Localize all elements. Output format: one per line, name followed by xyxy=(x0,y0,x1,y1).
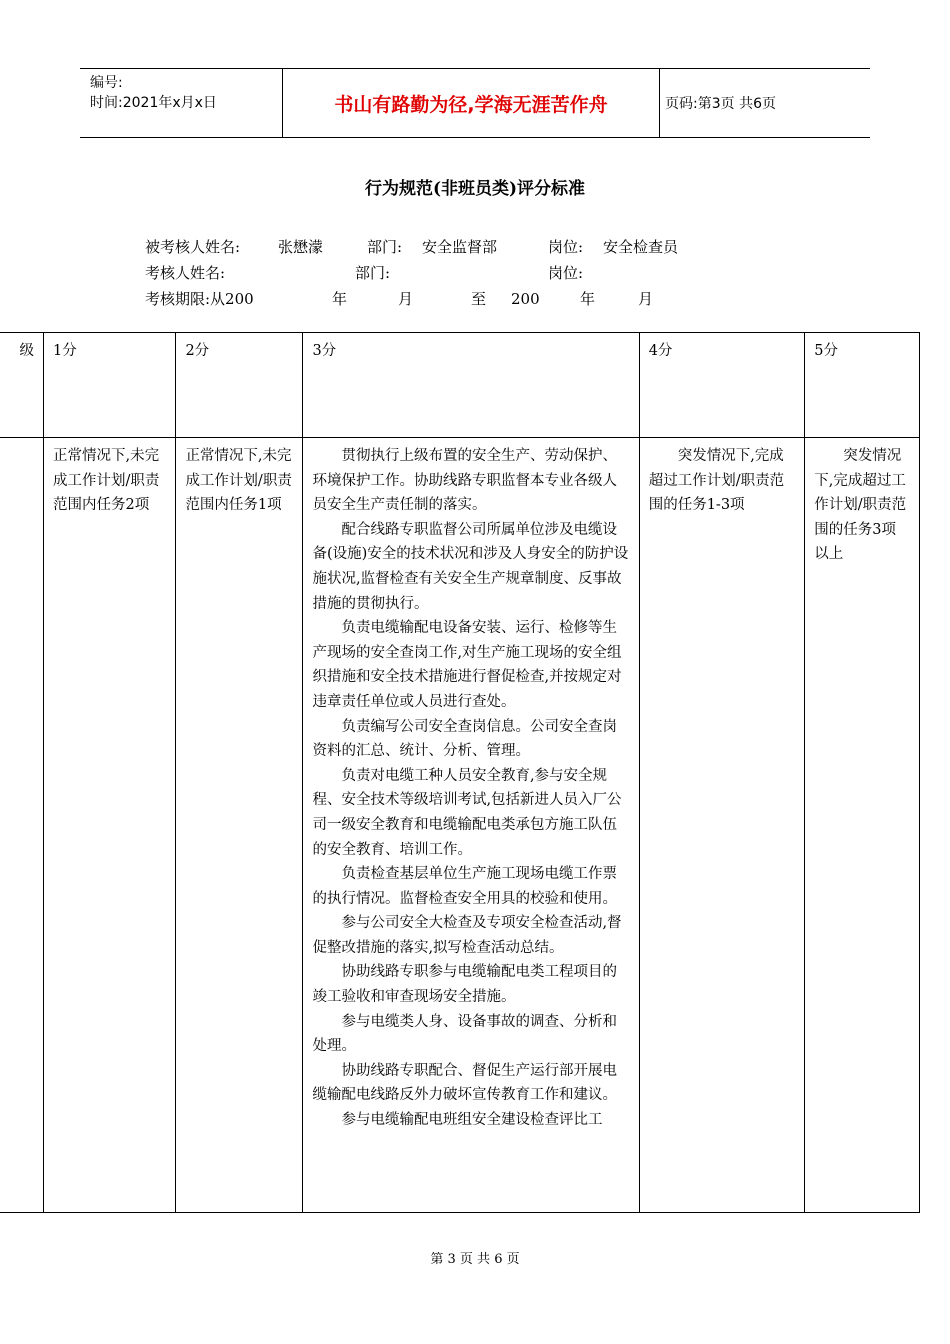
duty-item: 配合线路专职监督公司所属单位涉及电缆设备(设施)安全的技术状况和涉及人身安全的防护设施状况,监督检查有关安全生产规章制度、反事故措施的贯彻执行。 xyxy=(312,521,629,612)
period-year-to-value: 200 xyxy=(511,290,540,308)
duty-item: 负责电缆输配电设备安装、运行、检修等生产现场的安全查岗工作,对生产施工现场的安全组织措施和安全技术措施进行督促检查,并按规定对违章责任单位或人员进行查处。 xyxy=(312,620,622,710)
duty-item: 参与公司安全大检查及专项安全检查活动,督促整改措施的落实,拟写检查活动总结。 xyxy=(312,915,622,956)
duty-item: 负责编写公司安全查岗信息。公司安全查岗资料的汇总、统计、分析、管理。 xyxy=(312,718,617,760)
duty-item: 协助线路专职配合、督促生产运行部开展电缆输配电线路反外力破坏宣传教育工作和建议。 xyxy=(312,1062,617,1104)
document-number: 编号: xyxy=(90,75,123,91)
period-year-from: 年 xyxy=(332,290,348,308)
period-year-to: 年 xyxy=(580,290,596,308)
header-score-4: 4分 xyxy=(639,333,805,438)
document-title: 行为规范(非班员类)评分标准 xyxy=(364,179,586,199)
duty-item: 贯彻执行上级布置的安全生产、劳动保护、环境保护工作。协助线路专职监督本专业各级人员安全生产责任制的落实。 xyxy=(312,448,617,514)
document-date: 时间:2021年x月x日 xyxy=(90,95,217,111)
table-header-row xyxy=(0,333,920,438)
page-footer: 第 3 页 共 6 页 xyxy=(430,1252,520,1267)
page-header xyxy=(80,68,870,138)
examinee-row xyxy=(145,234,845,260)
header-page-code: 页码:第3页 共6页 xyxy=(665,96,776,112)
header-meta xyxy=(90,73,217,113)
duty-item: 参与电缆输配电班组安全建设检查评比工 xyxy=(341,1112,603,1129)
assessment-info xyxy=(145,234,845,312)
examiner-dept-label: 部门: xyxy=(355,264,391,282)
examinee-dept-label: 部门: xyxy=(367,238,403,256)
examiner-name-label: 考核人姓名: xyxy=(145,264,226,282)
period-month-to: 月 xyxy=(638,290,654,308)
scoring-table xyxy=(0,332,920,1213)
score-4-criteria: 突发情况下,完成超过工作计划/职责范围的任务1-3项 xyxy=(639,438,805,1213)
examinee-name: 张懋濛 xyxy=(278,238,324,256)
period-month-from: 月 xyxy=(398,290,414,308)
header-score-1: 1分 xyxy=(43,333,175,438)
header-score-3: 3分 xyxy=(303,333,639,438)
score-5-criteria: 突发情况下,完成超过工作计划/职责范围的任务3项以上 xyxy=(805,438,920,1213)
score-1-criteria: 正常情况下,未完成工作计划/职责范围内任务2项 xyxy=(43,438,175,1213)
header-score-2: 2分 xyxy=(176,333,303,438)
examiner-post-label: 岗位: xyxy=(548,264,584,282)
examinee-name-label: 被考核人姓名: xyxy=(145,238,241,256)
examinee-post-label: 岗位: xyxy=(548,238,584,256)
header-score-5: 5分 xyxy=(805,333,920,438)
score-3-criteria xyxy=(303,438,639,1213)
duty-item: 负责对电缆工种人员安全教育,参与安全规程、安全技术等级培训考试,包括新进人员入厂公司一级安全教育和电缆输配电类承包方施工队伍的安全教育、培训工作。 xyxy=(312,767,622,858)
examiner-row xyxy=(145,260,845,286)
duty-item: 参与电缆类人身、设备事故的调查、分析和处理。 xyxy=(312,1013,617,1055)
period-to: 至 xyxy=(471,290,487,308)
duty-item: 负责检查基层单位生产施工现场电缆工作票的执行情况。监督检查安全用具的校验和使用。 xyxy=(312,866,617,907)
examinee-dept: 安全监督部 xyxy=(422,238,498,256)
header-slogan: 书山有路勤为径,学海无涯苦作舟 xyxy=(282,69,660,137)
level-cell xyxy=(0,438,43,1213)
duty-item: 协助线路专职参与电缆输配电类工程项目的竣工验收和审查现场安全措施。 xyxy=(312,964,617,1006)
table-body-row xyxy=(0,438,920,1213)
period-row xyxy=(145,286,845,312)
score-2-criteria: 正常情况下,未完成工作计划/职责范围内任务1项 xyxy=(176,438,303,1213)
examinee-post: 安全检查员 xyxy=(603,238,679,256)
header-level: 级 xyxy=(0,333,43,438)
period-label: 考核期限:从200 xyxy=(145,290,254,308)
